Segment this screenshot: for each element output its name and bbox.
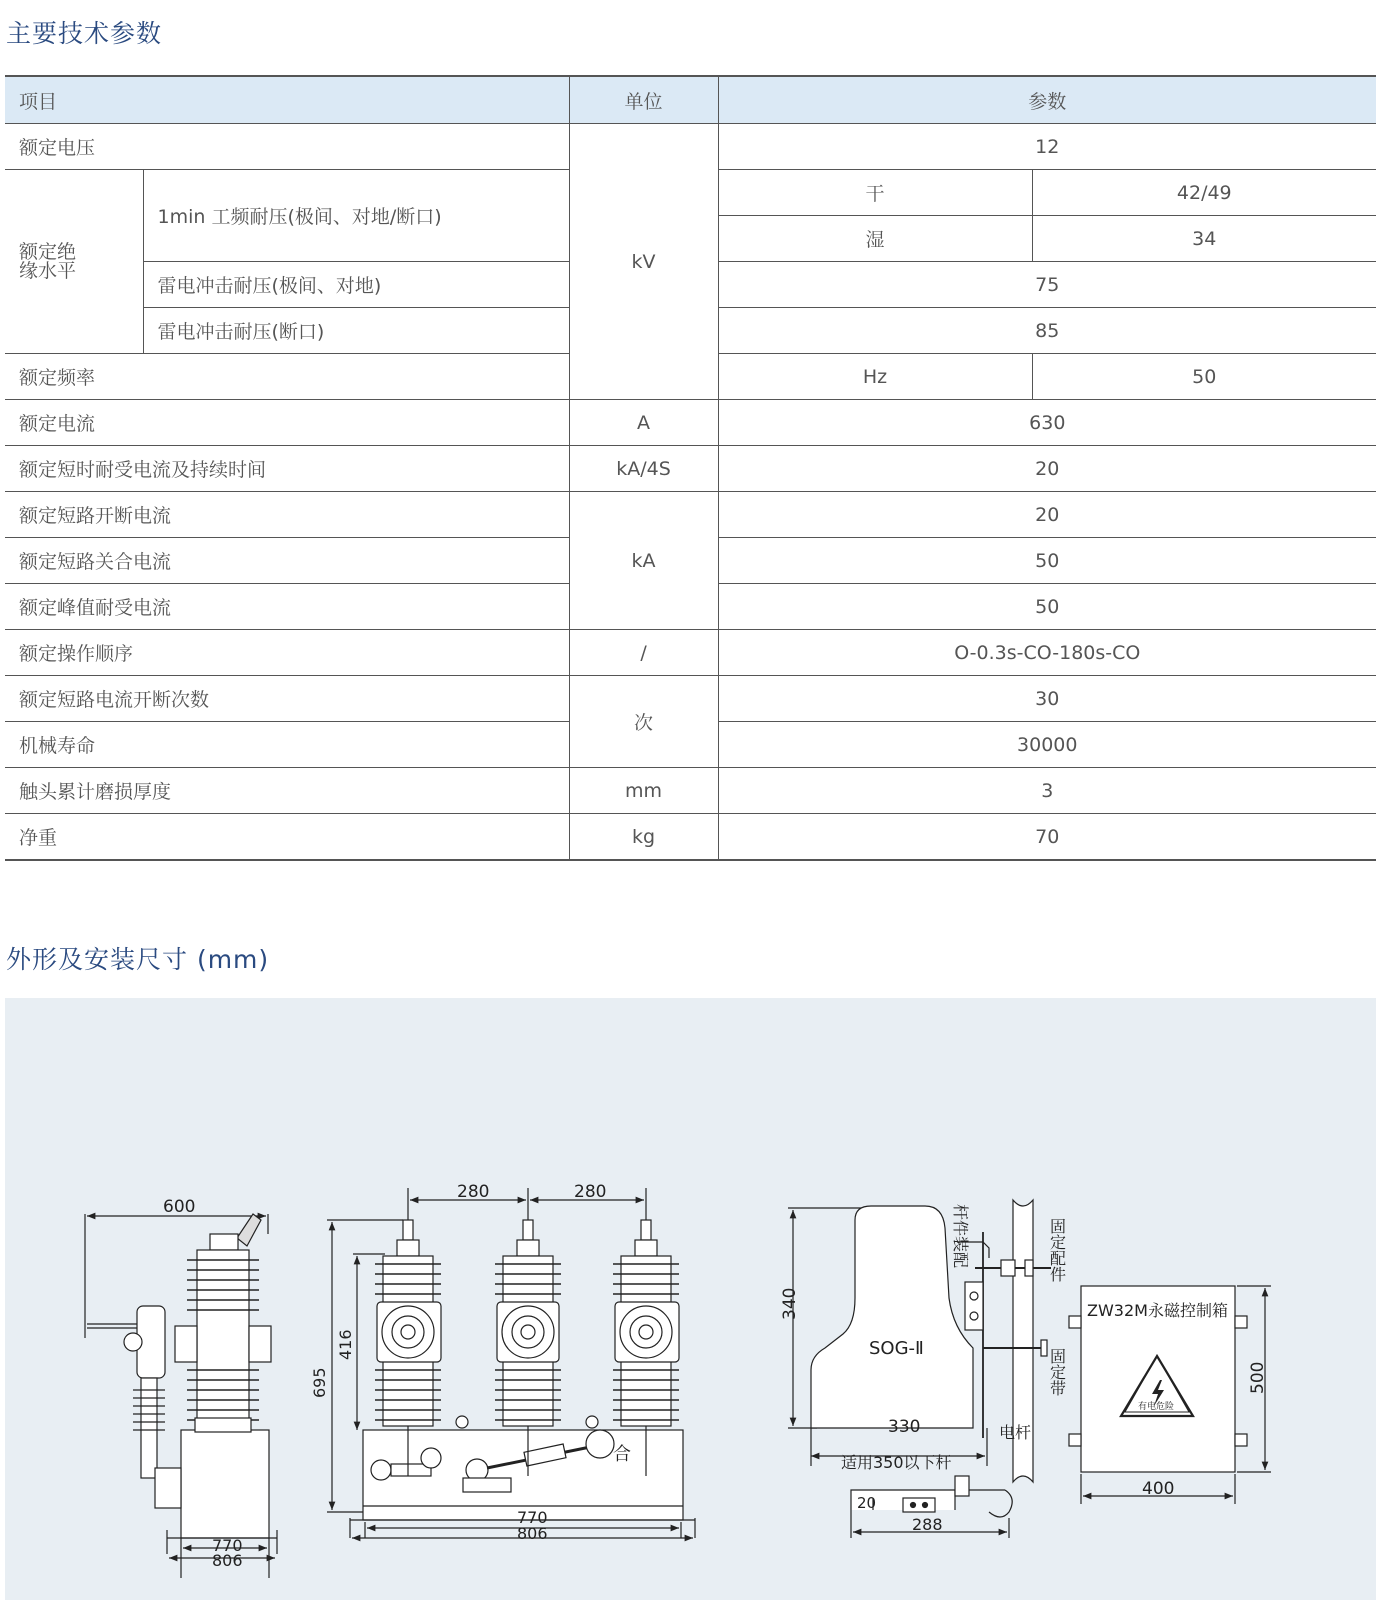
row-value: 50 xyxy=(718,584,1376,630)
table-row xyxy=(5,124,1376,170)
dry-value: 42/49 xyxy=(1032,170,1376,216)
dim-288: 288 xyxy=(912,1515,943,1534)
mount-view xyxy=(788,1200,1051,1538)
unit-kv: kV xyxy=(569,124,718,400)
pole-label: 电杆 xyxy=(999,1423,1032,1442)
row-value: 50 xyxy=(718,538,1376,584)
table-row xyxy=(5,400,1376,446)
header-unit: 单位 xyxy=(569,76,718,124)
row-label: 额定电流 xyxy=(5,400,569,446)
row-unit: / xyxy=(569,630,718,676)
header-item: 项目 xyxy=(5,76,569,124)
unit-ka: kA xyxy=(569,492,718,630)
row-value: 70 xyxy=(718,814,1376,861)
row-value: O-0.3s-CO-180s-CO xyxy=(718,630,1376,676)
dim-340: 340 xyxy=(780,1287,800,1320)
row-label: 额定频率 xyxy=(5,354,569,400)
dry-label: 干 xyxy=(718,170,1032,216)
page-title: 主要技术参数 xyxy=(6,19,163,48)
row-label: 额定峰值耐受电流 xyxy=(5,584,569,630)
dim-330: 330 xyxy=(888,1417,921,1437)
row-label: 额定电压 xyxy=(5,124,569,170)
dimension-drawing xyxy=(5,998,1376,1600)
wet-value: 34 xyxy=(1032,216,1376,262)
row-label: 触头累计磨损厚度 xyxy=(5,768,569,814)
row-value: 75 xyxy=(718,262,1376,308)
fix-band-label: 固定带 xyxy=(1047,1348,1067,1396)
model-label: SOG-Ⅱ xyxy=(869,1338,924,1359)
table-row xyxy=(5,768,1376,814)
insulation-label-text: 额定绝缘水平 xyxy=(19,240,77,282)
dim-600: 600 xyxy=(163,1197,196,1217)
row-label: 雷电冲击耐压(极间、对地) xyxy=(143,262,569,308)
dim-416: 416 xyxy=(336,1329,355,1360)
side-view xyxy=(85,1214,277,1578)
row-value: 630 xyxy=(718,400,1376,446)
row-value: 30000 xyxy=(718,722,1376,768)
row-value: 30 xyxy=(718,676,1376,722)
table-row xyxy=(5,630,1376,676)
dim-500: 500 xyxy=(1248,1361,1268,1394)
dim-front-806: 806 xyxy=(517,1524,548,1543)
table-row xyxy=(5,814,1376,861)
warning-label: 有电危险 xyxy=(1138,1402,1175,1412)
dim-280-a: 280 xyxy=(457,1182,490,1202)
dim-side-770: 770 xyxy=(212,1536,243,1555)
dim-20: 20 xyxy=(857,1494,877,1512)
row-unit: Hz xyxy=(718,354,1032,400)
row-value: 20 xyxy=(718,492,1376,538)
row-label: 额定短时耐受电流及持续时间 xyxy=(5,446,569,492)
row-unit: kg xyxy=(569,814,718,861)
dim-400: 400 xyxy=(1142,1479,1175,1499)
table-row xyxy=(5,492,1376,538)
insulation-label xyxy=(5,170,143,354)
row-label: 额定操作顺序 xyxy=(5,630,569,676)
row-value: 85 xyxy=(718,308,1376,354)
row-value: 3 xyxy=(718,768,1376,814)
row-label: 额定短路电流开断次数 xyxy=(5,676,569,722)
pole-fitting-label: 杆件装配 xyxy=(951,1204,970,1269)
row-label: 雷电冲击耐压(断口) xyxy=(143,308,569,354)
spec-table xyxy=(5,75,1376,861)
drawing-svg xyxy=(5,998,1376,1600)
row-unit: kA/4S xyxy=(569,446,718,492)
note-label: 适用350以下杆 xyxy=(841,1453,952,1472)
dim-695: 695 xyxy=(310,1367,329,1398)
row-label: 净重 xyxy=(5,814,569,861)
table-header-row xyxy=(5,76,1376,124)
row-label: 机械寿命 xyxy=(5,722,569,768)
row-label: 额定短路开断电流 xyxy=(5,492,569,538)
dim-front-770: 770 xyxy=(517,1508,548,1527)
box-title: ZW32M永磁控制箱 xyxy=(1087,1301,1228,1320)
table-row xyxy=(5,446,1376,492)
row-value: 12 xyxy=(718,124,1376,170)
table-row xyxy=(5,676,1376,722)
row-value: 20 xyxy=(718,446,1376,492)
fix-fitting-label: 固定配件 xyxy=(1047,1218,1067,1282)
row-value: 50 xyxy=(1032,354,1376,400)
unit-count: 次 xyxy=(569,676,718,768)
wet-label: 湿 xyxy=(718,216,1032,262)
dim-280-b: 280 xyxy=(574,1182,607,1202)
header-param: 参数 xyxy=(718,76,1376,124)
power-freq-label: 1min 工频耐压(极间、对地/断口) xyxy=(143,170,569,262)
dim-side-806: 806 xyxy=(212,1551,243,1570)
closed-mark: 合 xyxy=(613,1444,631,1465)
row-unit: mm xyxy=(569,768,718,814)
dimensions-title: 外形及安装尺寸 (mm) xyxy=(6,945,270,974)
row-label: 额定短路关合电流 xyxy=(5,538,569,584)
row-unit: A xyxy=(569,400,718,446)
